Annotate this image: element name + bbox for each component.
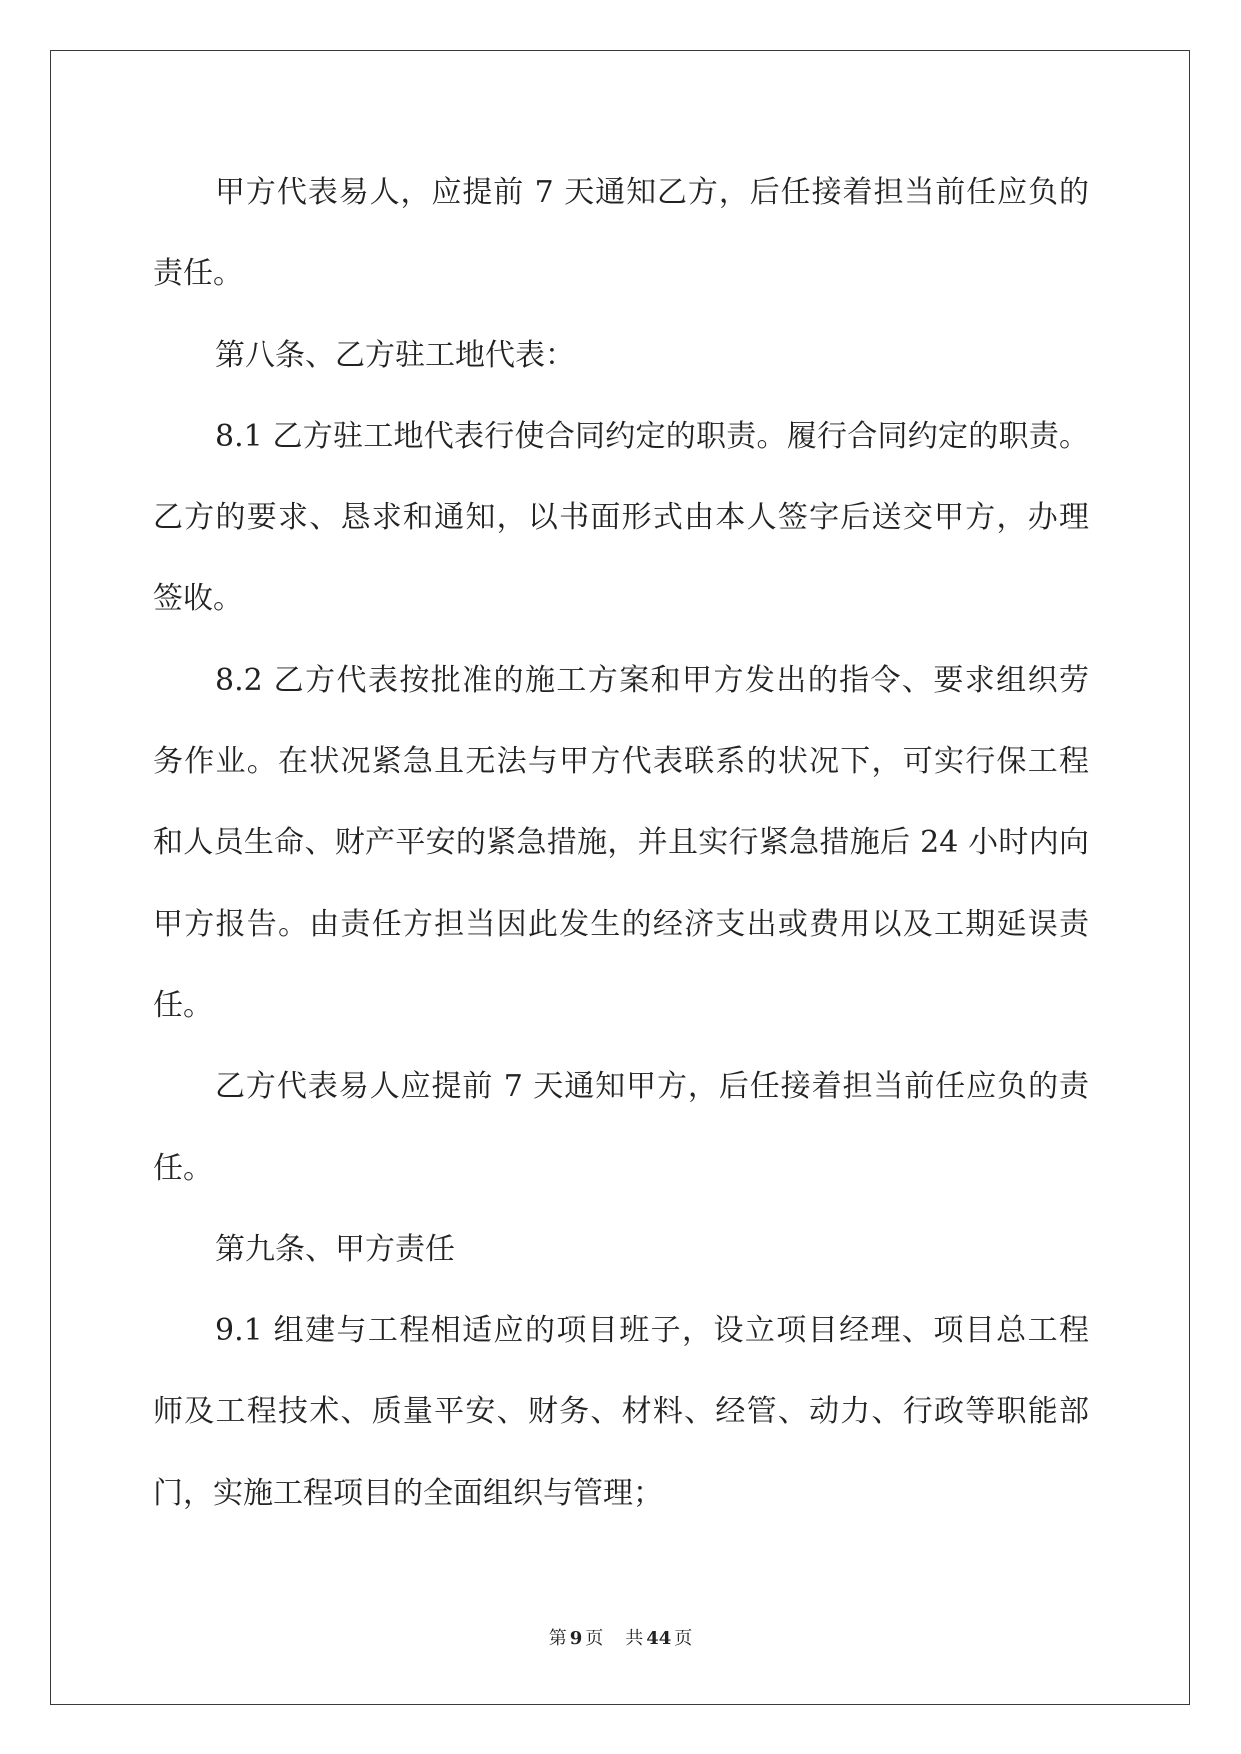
paragraph-line: 8.2 乙方代表按批准的施工方案和甲方发出的指令、要求组织劳: [215, 662, 1089, 698]
paragraph-line: 甲方代表易人，应提前 7 天通知乙方，后任接着担当前任应负的: [215, 175, 1089, 210]
section-heading-text: 第八条、乙方驻工地代表：: [215, 337, 575, 373]
section-heading: [153, 315, 1089, 396]
footer-total-prefix: 共: [625, 1628, 644, 1649]
paragraph-line: 9.1 组建与工程相适应的项目班子，设立项目经理、项目总工程: [215, 1313, 1089, 1349]
paragraph-line: 甲方报告。由责任方担当因此发生的经济支出或费用以及工期延误责: [153, 906, 1089, 942]
paragraph-line: 签收。: [153, 581, 243, 617]
paragraph-line: 师及工程技术、质量平安、财务、材料、经管、动力、行政等职能部: [153, 1394, 1089, 1430]
section-heading: [153, 1209, 1089, 1290]
paragraph-line: 和人员生命、财产平安的紧急措施，并且实行紧急措施后 24 小时内向: [153, 825, 1089, 861]
paragraph-line: 乙方代表易人应提前 7 天通知甲方，后任接着担当前任应负的责: [215, 1069, 1089, 1105]
paragraph-line: 乙方的要求、恳求和通知，以书面形式由本人签字后送交甲方，办理: [153, 500, 1089, 536]
paragraph: [153, 152, 1089, 315]
paragraph: [153, 1046, 1089, 1209]
paragraph-line: 任。: [153, 987, 213, 1023]
footer-current-suffix: 页: [585, 1628, 604, 1649]
paragraph: [153, 396, 1089, 640]
page-footer: [0, 1627, 1241, 1651]
paragraph-line: 门，实施工程项目的全面组织与管理；: [153, 1475, 663, 1511]
paragraph-line: 任。: [153, 1150, 213, 1186]
footer-total-suffix: 页: [674, 1628, 693, 1649]
paragraph: [153, 640, 1089, 1046]
current-page-number: 9: [569, 1628, 583, 1649]
footer-current-prefix: 第: [548, 1628, 567, 1649]
document-body: [153, 152, 1089, 1534]
paragraph-line: 责任。: [153, 256, 243, 292]
paragraph-line: 8.1 乙方驻工地代表行使合同约定的职责。履行合同约定的职责。: [215, 418, 1089, 454]
paragraph-line: 务作业。在状况紧急且无法与甲方代表联系的状况下，可实行保工程: [153, 744, 1089, 780]
total-pages-number: 44: [646, 1628, 672, 1649]
section-heading-text: 第九条、甲方责任: [215, 1231, 455, 1267]
paragraph: [153, 1290, 1089, 1534]
